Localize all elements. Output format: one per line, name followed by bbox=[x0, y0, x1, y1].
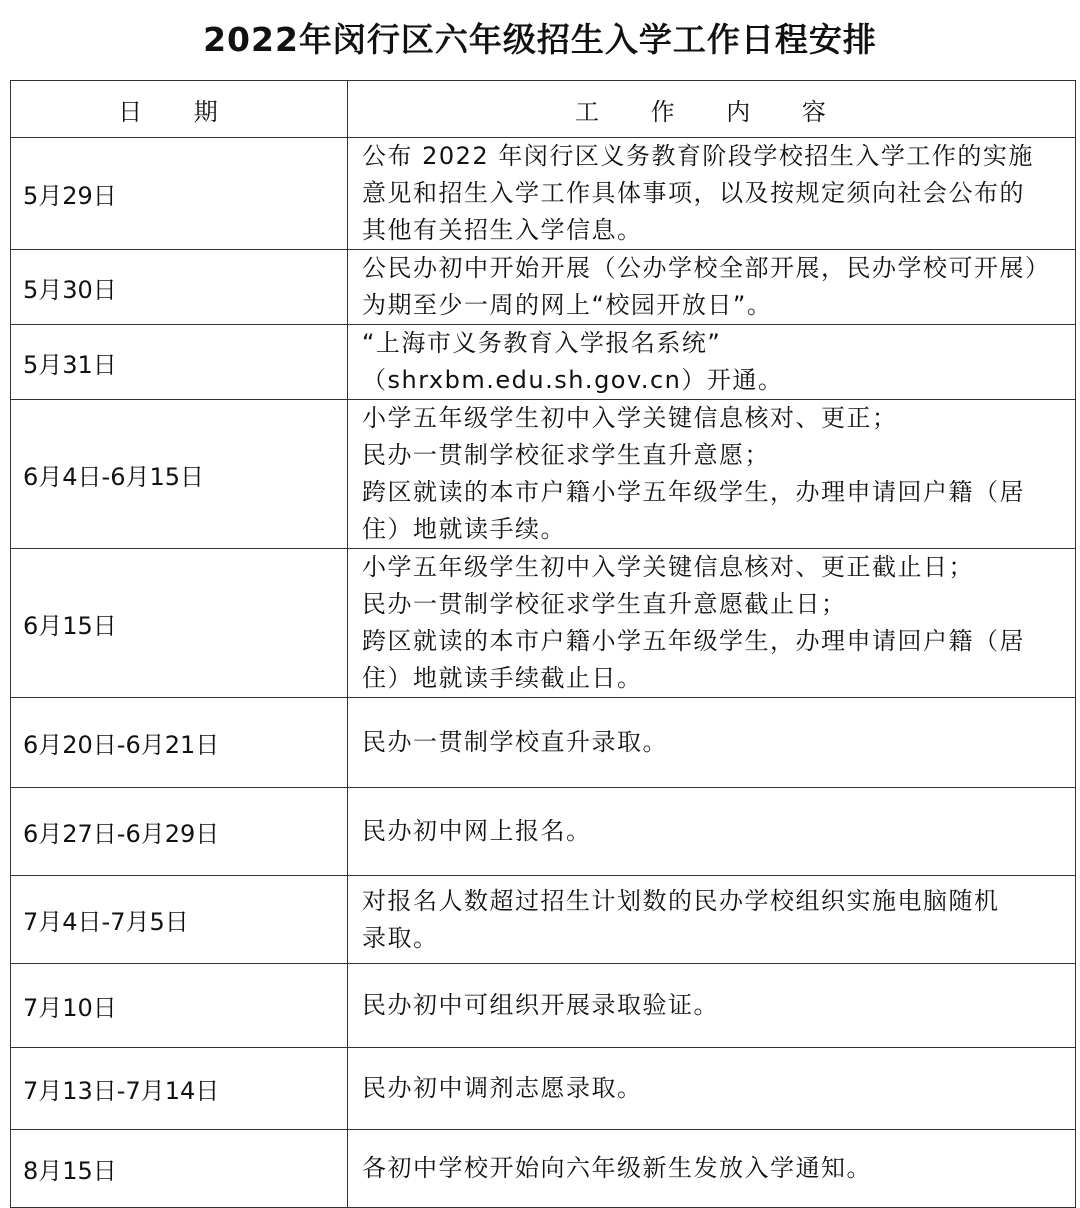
table-row bbox=[11, 1048, 1076, 1130]
content-line: 录取。 bbox=[362, 923, 439, 952]
content-line: 住）地就读手续。 bbox=[362, 515, 566, 543]
content-line: 各初中学校开始向六年级新生发放入学通知。 bbox=[362, 1154, 872, 1182]
table-header-row bbox=[11, 81, 1076, 138]
content-line: 跨区就读的本市户籍小学五年级学生，办理申请回户籍（居 bbox=[362, 478, 1025, 506]
content-cell bbox=[348, 964, 1076, 1048]
date-cell: 6月20日-6月21日 bbox=[11, 698, 348, 788]
content-line: 公布 2022 年闵行区义务教育阶段学校招生入学工作的实施 bbox=[362, 142, 1034, 170]
content-cell bbox=[348, 138, 1076, 250]
table-row bbox=[11, 138, 1076, 250]
content-line: 跨区就读的本市户籍小学五年级学生，办理申请回户籍（居 bbox=[362, 627, 1025, 655]
content-cell bbox=[348, 1048, 1076, 1130]
content-cell bbox=[348, 788, 1076, 876]
table-row bbox=[11, 1130, 1076, 1208]
content-line: 民办一贯制学校征求学生直升意愿； bbox=[362, 441, 770, 469]
date-cell: 6月27日-6月29日 bbox=[11, 788, 348, 876]
date-cell: 6月4日-6月15日 bbox=[11, 400, 348, 549]
schedule-table bbox=[10, 80, 1076, 1208]
date-cell: 7月10日 bbox=[11, 964, 348, 1048]
table-row bbox=[11, 964, 1076, 1048]
content-line: 意见和招生入学工作具体事项，以及按规定须向社会公布的 bbox=[362, 179, 1025, 207]
content-line: 民办初中调剂志愿录取。 bbox=[362, 1074, 643, 1102]
header-content: 工 作 内 容 bbox=[348, 81, 1076, 138]
content-line: 民办初中可组织开展录取验证。 bbox=[362, 991, 719, 1019]
content-cell bbox=[348, 400, 1076, 549]
table-row bbox=[11, 788, 1076, 876]
date-cell: 6月15日 bbox=[11, 549, 348, 698]
table-row bbox=[11, 400, 1076, 549]
date-cell: 8月15日 bbox=[11, 1130, 348, 1208]
table-row bbox=[11, 549, 1076, 698]
content-line: “上海市义务教育入学报名系统” bbox=[362, 329, 722, 357]
table-row bbox=[11, 876, 1076, 964]
content-line: 其他有关招生入学信息。 bbox=[362, 216, 643, 244]
content-line: 为期至少一周的网上“校园开放日”。 bbox=[362, 291, 773, 319]
date-cell: 5月29日 bbox=[11, 138, 348, 250]
content-line: （shrxbm.edu.sh.gov.cn）开通。 bbox=[362, 366, 784, 394]
content-cell bbox=[348, 876, 1076, 964]
date-cell: 5月31日 bbox=[11, 325, 348, 400]
content-cell bbox=[348, 325, 1076, 400]
content-line: 小学五年级学生初中入学关键信息核对、更正截止日； bbox=[362, 553, 974, 581]
date-cell: 5月30日 bbox=[11, 250, 348, 325]
date-cell: 7月13日-7月14日 bbox=[11, 1048, 348, 1130]
content-cell bbox=[348, 549, 1076, 698]
content-cell bbox=[348, 1130, 1076, 1208]
document-title: 2022年闵行区六年级招生入学工作日程安排 bbox=[203, 20, 877, 59]
content-line: 小学五年级学生初中入学关键信息核对、更正； bbox=[362, 404, 898, 432]
content-line: 住）地就读手续截止日。 bbox=[362, 664, 643, 692]
content-line: 公民办初中开始开展（公办学校全部开展，民办学校可开展） bbox=[362, 254, 1051, 282]
header-date: 日 期 bbox=[11, 81, 348, 138]
date-cell: 7月4日-7月5日 bbox=[11, 876, 348, 964]
content-line: 民办一贯制学校征求学生直升意愿截止日； bbox=[362, 590, 847, 618]
content-line: 民办一贯制学校直升录取。 bbox=[362, 728, 668, 756]
content-cell bbox=[348, 698, 1076, 788]
content-line: 对报名人数超过招生计划数的民办学校组织实施电脑随机 bbox=[362, 886, 1000, 915]
table-row bbox=[11, 698, 1076, 788]
table-row bbox=[11, 325, 1076, 400]
table-row bbox=[11, 250, 1076, 325]
content-cell bbox=[348, 250, 1076, 325]
content-line: 民办初中网上报名。 bbox=[362, 817, 592, 845]
